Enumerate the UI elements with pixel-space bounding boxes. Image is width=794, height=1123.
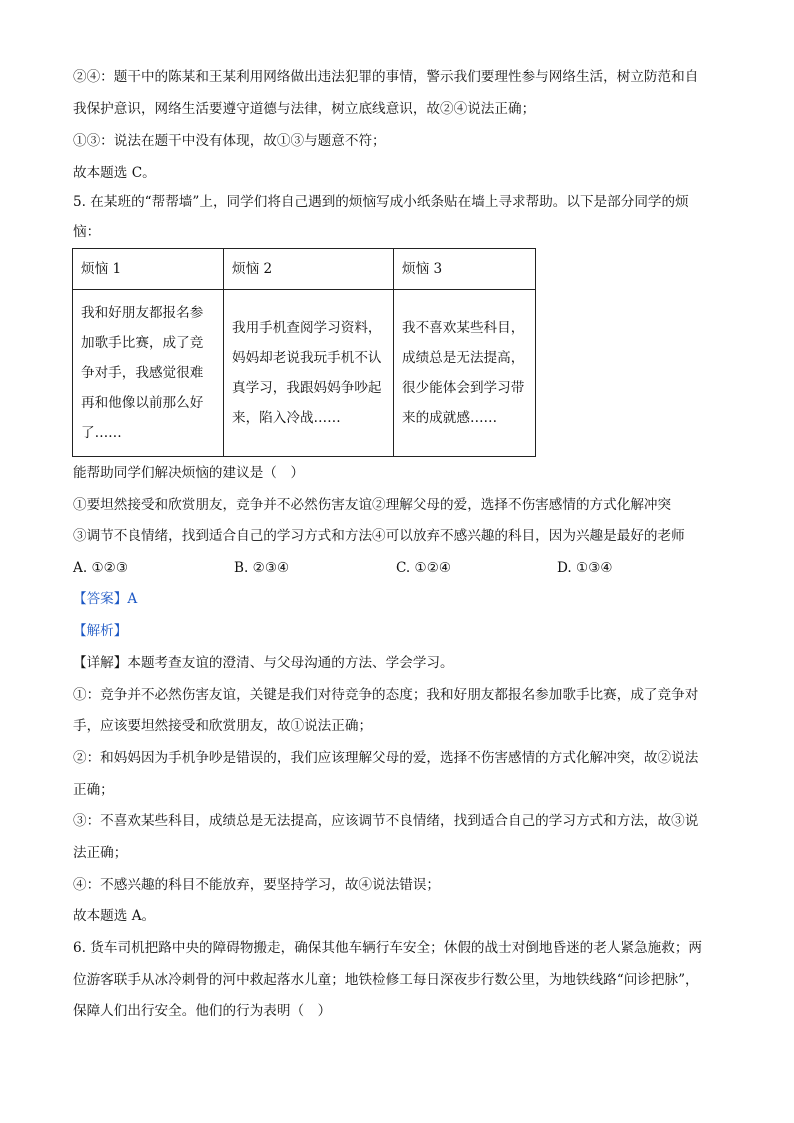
explanation-line: 故本题选 A。 — [73, 908, 156, 924]
explanation-line: 法正确； — [73, 845, 128, 861]
explanation-line: ②：和妈妈因为手机争吵是错误的，我们应该理解父母的爱，选择不伤害感情的方式化解冲突，故②说法 — [73, 750, 699, 766]
table-cell: 我不喜欢某些科目，成绩总是无法提高，很少能体会到学习带来的成就感…… — [402, 320, 525, 426]
analysis-tag: 【解析】 — [73, 623, 128, 639]
question-6-line: 位游客联手从冰冷刺骨的河中救起落水儿童；地铁检修工每日深夜步行数公里，为地铁线路“问诊把脉”， — [73, 972, 699, 988]
option-a: A. ①②③ — [73, 560, 129, 576]
option-b: B. ②③④ — [234, 560, 290, 576]
answer-tag: 【答案】A — [73, 591, 138, 607]
table-header: 烦恼 1 — [73, 249, 224, 290]
options-row — [73, 558, 733, 578]
question-prompt: 能帮助同学们解决烦恼的建议是（ ） — [73, 465, 305, 481]
question-6-line: 保障人们出行安全。他们的行为表明（ ） — [73, 1003, 332, 1019]
question-5-stem-cont: 恼： — [73, 224, 101, 240]
question-5-stem: 5. 在某班的“帮帮墙”上，同学们将自己遇到的烦恼写成小纸条贴在墙上寻求帮助。以下是部分同学的烦 — [73, 194, 689, 210]
table-header: 烦恼 3 — [394, 249, 536, 290]
option-d: D. ①③④ — [557, 560, 613, 576]
explanation-line: ④：不感兴趣的科目不能放弃，要坚持学习，故④说法错误； — [73, 877, 441, 893]
explanation-line: 手，应该要坦然接受和欣赏朋友，故①说法正确； — [73, 718, 373, 734]
text-line: 故本题选 C。 — [73, 165, 156, 181]
table-header: 烦恼 2 — [224, 249, 394, 290]
table-cell: 我用手机查阅学习资料，妈妈却老说我玩手机不认真学习，我跟妈妈争吵起来，陷入冷战…… — [232, 320, 382, 426]
statement-line: ③调节不良情绪，找到适合自己的学习方式和方法④可以放弃不感兴趣的科目，因为兴趣是最好的老师 — [73, 528, 685, 544]
explanation-line: 【详解】本题考查友谊的澄清、与父母沟通的方法、学会学习。 — [73, 655, 454, 671]
option-c: C. ①②④ — [396, 560, 452, 576]
explanation-line: ③：不喜欢某些科目，成绩总是无法提高，应该调节不良情绪，找到适合自己的学习方式和方法，故③说 — [73, 813, 699, 829]
worries-table — [72, 248, 536, 457]
text-line: 我保护意识，网络生活要遵守道德与法律，树立底线意识，故②④说法正确； — [73, 101, 536, 117]
statement-line: ①要坦然接受和欣赏朋友，竞争并不必然伤害友谊②理解父母的爱，选择不伤害感情的方式化解冲突 — [73, 497, 672, 513]
explanation-line: ①：竞争并不必然伤害友谊，关键是我们对待竞争的态度；我和好朋友都报名参加歌手比赛，成了竞争对 — [73, 687, 699, 703]
question-6-line: 6. 货车司机把路中央的障碍物搬走，确保其他车辆行车安全；休假的战士对倒地昏迷的老人紧急施救；两 — [73, 940, 703, 956]
table-cell: 我和好朋友都报名参加歌手比赛，成了竞争对手，我感觉很难再和他像以前那么好了…… — [81, 305, 204, 441]
text-line: ②④：题干中的陈某和王某利用网络做出违法犯罪的事情，警示我们要理性参与网络生活，树立防范和自 — [73, 69, 699, 85]
text-line: ①③：说法在题干中没有体现，故①③与题意不符； — [73, 133, 386, 149]
explanation-line: 正确； — [73, 782, 114, 798]
